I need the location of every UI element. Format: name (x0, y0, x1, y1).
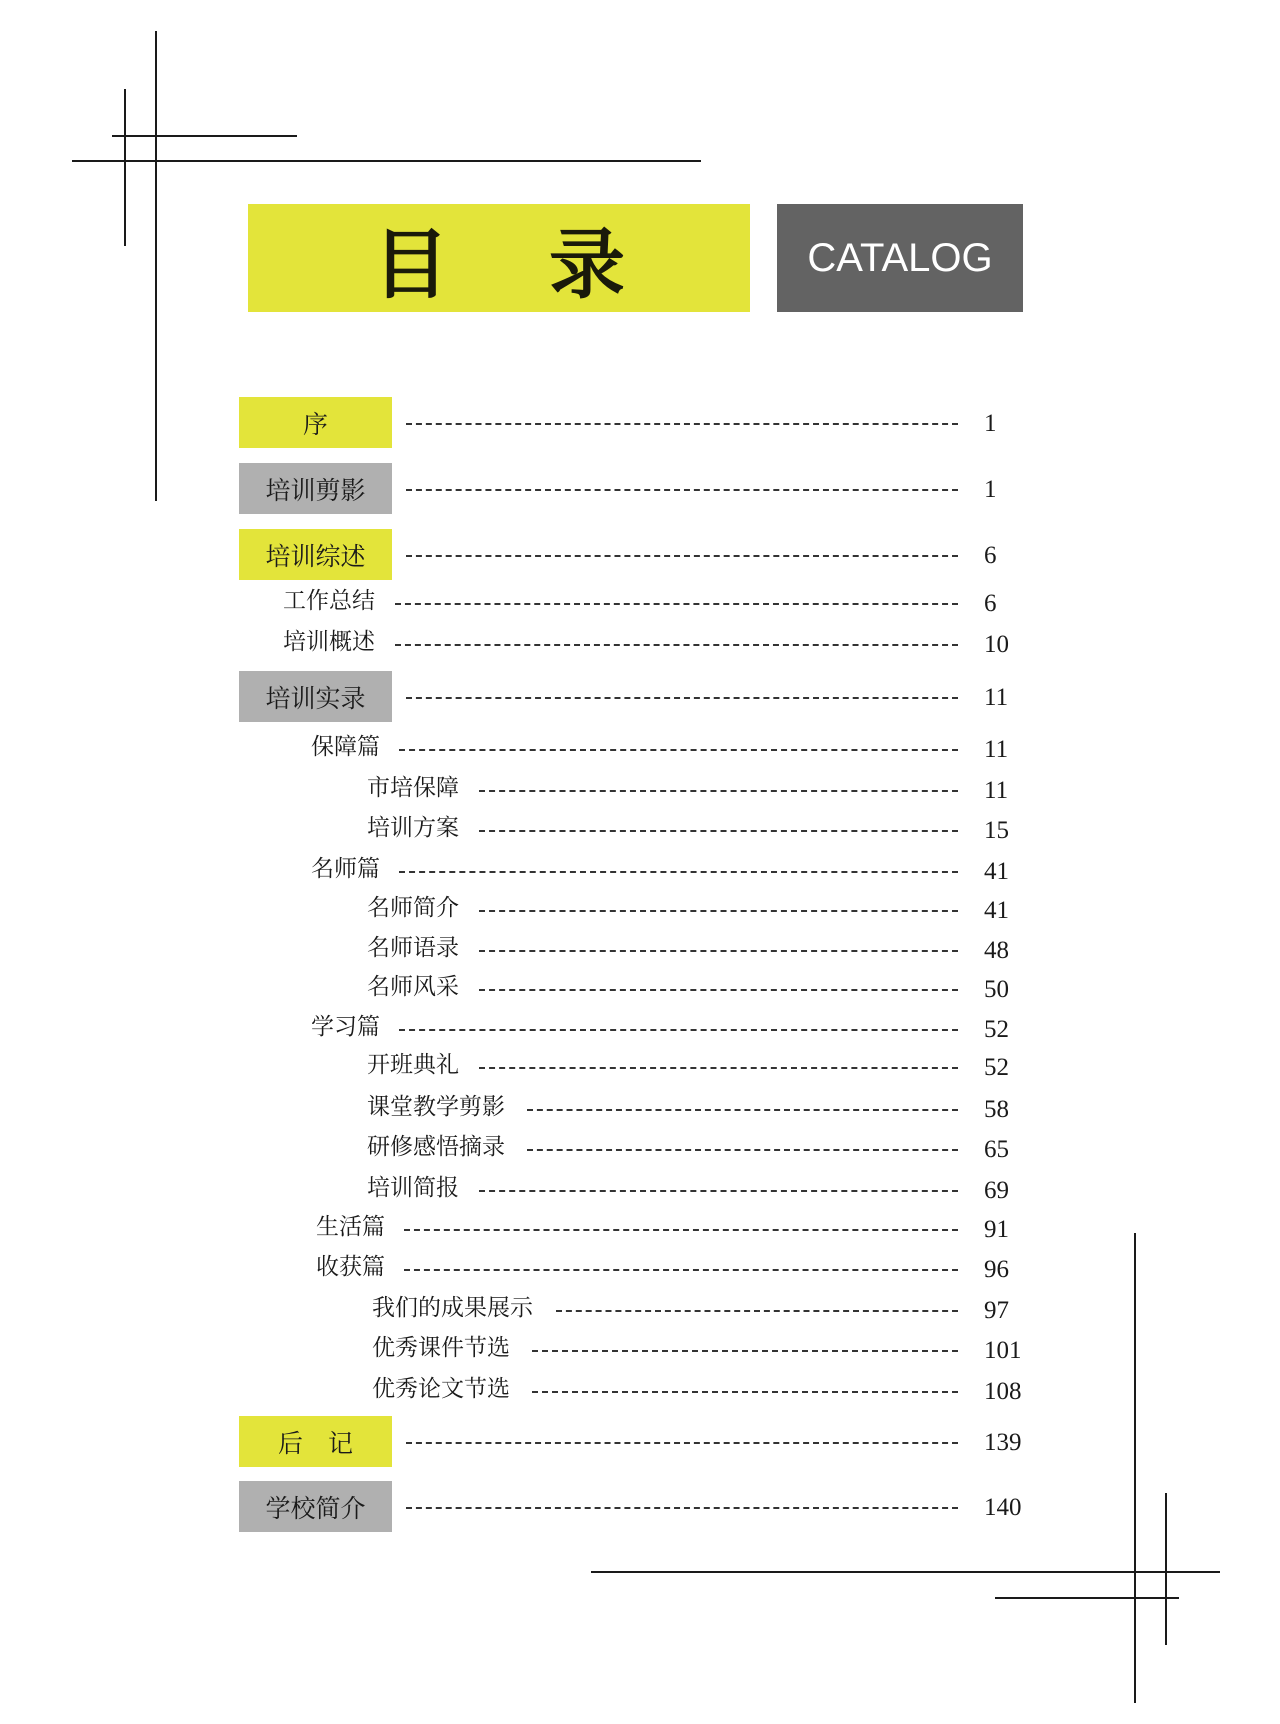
toc-page-number: 69 (984, 1177, 1009, 1204)
toc-page-number: 11 (984, 736, 1009, 763)
decor-line-top-left-short-vertical (124, 89, 126, 246)
toc-entry[interactable] (0, 1128, 1280, 1168)
toc-entry-label: 培训简报 (367, 1175, 459, 1201)
toc-entry-label: 工作总结 (283, 588, 375, 614)
dot-leader (479, 910, 958, 912)
toc-entry-label: 培训方案 (367, 815, 459, 841)
toc-entry-label: 培训剪影 (265, 475, 366, 505)
toc-entry-label: 收获篇 (316, 1254, 385, 1280)
toc-page-number: 1 (984, 410, 997, 437)
toc-page-number: 101 (984, 1337, 1022, 1364)
decor-line-top-left-short-horizontal (112, 135, 297, 137)
toc-entry[interactable] (0, 809, 1280, 849)
toc-entry-label: 学习篇 (311, 1014, 380, 1040)
toc-page-number: 52 (984, 1016, 1009, 1043)
toc-entry-label: 生活篇 (316, 1214, 385, 1240)
toc-entry[interactable] (0, 1421, 1280, 1461)
dot-leader (406, 489, 958, 491)
dot-leader (404, 1229, 958, 1231)
toc-entry[interactable] (0, 1289, 1280, 1329)
toc-entry[interactable] (0, 968, 1280, 1008)
toc-page-number: 6 (984, 590, 997, 617)
toc-page-number: 52 (984, 1054, 1009, 1081)
toc-entry-label: 市培保障 (367, 775, 459, 801)
toc-entry-label: 培训实录 (265, 683, 366, 713)
dot-leader (406, 555, 958, 557)
toc-entry-label: 名师风采 (367, 974, 459, 1000)
toc-entry-label: 保障篇 (311, 734, 380, 760)
toc-entry[interactable] (0, 1088, 1280, 1128)
toc-page-number: 11 (984, 777, 1009, 804)
dot-leader (406, 423, 958, 425)
toc-entry[interactable] (0, 534, 1280, 574)
toc-section-chip[interactable] (239, 1416, 392, 1467)
dot-leader (527, 1109, 958, 1111)
toc-entry-label: 培训综述 (265, 541, 366, 571)
toc-page-number: 140 (984, 1494, 1022, 1521)
toc-page-number: 65 (984, 1136, 1009, 1163)
toc-entry-label: 研修感悟摘录 (367, 1134, 505, 1160)
dot-leader (556, 1310, 958, 1312)
toc-entry[interactable] (0, 1208, 1280, 1248)
catalog-banner (777, 204, 1023, 312)
dot-leader (479, 830, 958, 832)
dot-leader (479, 1067, 958, 1069)
dot-leader (532, 1391, 958, 1393)
dot-leader (479, 950, 958, 952)
page-title: 目录 (373, 219, 725, 309)
dot-leader (479, 989, 958, 991)
toc-page-number: 58 (984, 1096, 1009, 1123)
dot-leader (395, 603, 958, 605)
dot-leader (404, 1269, 958, 1271)
dot-leader (532, 1350, 958, 1352)
dot-leader (399, 1029, 958, 1031)
dot-leader (399, 871, 958, 873)
toc-entry[interactable] (0, 850, 1280, 890)
toc-page-number: 11 (984, 684, 1009, 711)
toc-entry[interactable] (0, 769, 1280, 809)
toc-entry[interactable] (0, 1248, 1280, 1288)
toc-entry[interactable] (0, 929, 1280, 969)
toc-page-number: 96 (984, 1256, 1009, 1283)
toc-entry[interactable] (0, 623, 1280, 663)
dot-leader (479, 790, 958, 792)
dot-leader (479, 1190, 958, 1192)
dot-leader (406, 697, 958, 699)
toc-section-chip[interactable] (239, 397, 392, 448)
toc-page-number: 15 (984, 817, 1009, 844)
toc-entry[interactable] (0, 402, 1280, 442)
toc-entry-label: 课堂教学剪影 (367, 1094, 505, 1120)
toc-entry[interactable] (0, 1169, 1280, 1209)
toc-entry[interactable] (0, 468, 1280, 508)
dot-leader (406, 1442, 958, 1444)
toc-page-number: 41 (984, 858, 1009, 885)
toc-entry-label: 名师简介 (367, 895, 459, 921)
toc-section-chip[interactable] (239, 529, 392, 580)
toc-page-number: 41 (984, 897, 1009, 924)
dot-leader (399, 749, 958, 751)
dot-leader (395, 644, 958, 646)
toc-entry[interactable] (0, 582, 1280, 622)
toc-entry[interactable] (0, 728, 1280, 768)
dot-leader (527, 1149, 958, 1151)
page-subtitle: CATALOG (807, 235, 993, 280)
toc-entry-label: 名师语录 (367, 935, 459, 961)
toc-entry[interactable] (0, 889, 1280, 929)
toc-entry-label: 优秀论文节选 (372, 1376, 510, 1402)
toc-entry-label: 后 记 (277, 1428, 353, 1458)
toc-page-number: 1 (984, 476, 997, 503)
toc-entry-label: 我们的成果展示 (372, 1295, 533, 1321)
toc-entry-label: 开班典礼 (367, 1052, 459, 1078)
toc-section-chip[interactable] (239, 671, 392, 722)
decor-line-bottom-long-horizontal (591, 1571, 1220, 1573)
toc-entry[interactable] (0, 676, 1280, 716)
toc-section-chip[interactable] (239, 1481, 392, 1532)
toc-page-number: 48 (984, 937, 1009, 964)
toc-entry[interactable] (0, 1329, 1280, 1369)
toc-page-number: 91 (984, 1216, 1009, 1243)
toc-section-chip[interactable] (239, 463, 392, 514)
toc-page-number: 6 (984, 542, 997, 569)
toc-entry-label: 序 (302, 409, 328, 439)
toc-page-number: 50 (984, 976, 1009, 1003)
toc-page-number: 97 (984, 1297, 1009, 1324)
toc-entry[interactable] (0, 1370, 1280, 1410)
toc-entry[interactable] (0, 1046, 1280, 1086)
decor-line-bottom-right-short-horizontal (995, 1597, 1179, 1599)
title-banner (248, 204, 750, 312)
toc-entry-label: 优秀课件节选 (372, 1335, 510, 1361)
toc-page-number: 10 (984, 631, 1009, 658)
toc-page-number: 139 (984, 1429, 1022, 1456)
toc-entry-label: 学校简介 (265, 1493, 366, 1523)
toc-entry[interactable] (0, 1008, 1280, 1048)
toc-entry-label: 培训概述 (283, 629, 375, 655)
dot-leader (406, 1507, 958, 1509)
toc-entry[interactable] (0, 1486, 1280, 1526)
toc-entry-label: 名师篇 (311, 856, 380, 882)
toc-page-number: 108 (984, 1378, 1022, 1405)
decor-line-top-long-horizontal (72, 160, 701, 162)
